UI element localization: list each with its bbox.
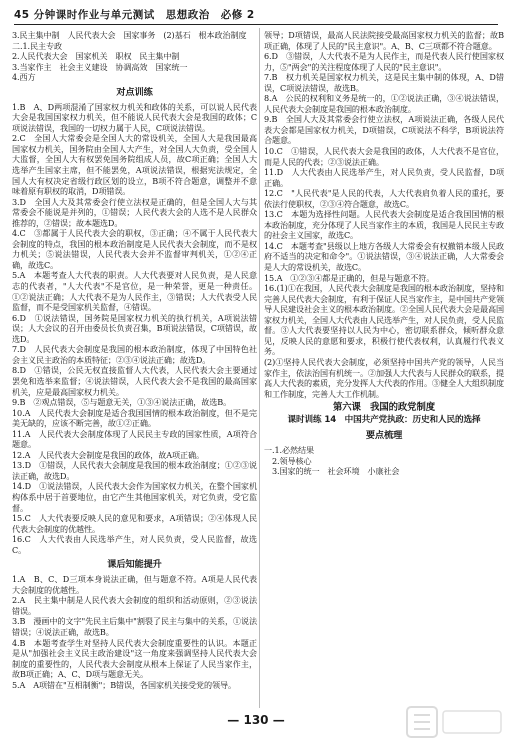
answer-item: 13.C 本题为选择性问题。人民代表大会制度是适合我国国情的根本政治制度，充分体现了人民当家作主的本质，我国是人民民主专政的社会主义国家，故选C。 xyxy=(264,209,504,241)
answer-item: 13.D ①错误，人民代表大会制度是我国的根本政治制度；①②③说法正确，故选D。 xyxy=(12,460,257,481)
answer-item: 4.C ③都属于人民代表大会的职权，③正确；④不属于人民代表大会制度的特点，我国的根本政治制度是人民代表大会制度，而不是权力机关；⑤说法错误，人民代表大会并不监督审判机关，①②④正确，故选C。 xyxy=(12,228,257,270)
outline-line: 2.领导核心 xyxy=(272,455,312,466)
answer-item: 9.B ②观点错误，⑤与题意无关，①③④说法正确，故选B。 xyxy=(12,397,232,408)
column-divider xyxy=(259,28,260,708)
answer-item: 3.D 全国人大及其常委会行使立法权是正确的，但是全国人大与其常委会不能说是并列的，①错误；人民代表大会的人选不是人民群众推荐的，②错误；故本题选D。 xyxy=(12,196,257,228)
answer-item: 8.A 公民的权利和义务是统一的，①②说法正确，③④说法错误，人民代表大会制度是我国的根本政治制度。 xyxy=(264,93,504,114)
outline-line: 一.1.必然结果 xyxy=(264,445,314,456)
answer-item: 6.D ①说法错误，国务院是国家权力机关的执行机关，A项说法错误；人大会议的召开由委员长负责召集，B项说法错误，C项错误，故选D。 xyxy=(12,312,257,344)
intro-line: 二.1.民主专政 xyxy=(12,40,62,51)
left-column xyxy=(12,30,257,705)
answer-item: 14.C 本题考查"县级以上地方各级人大常委会有权撤销本级人民政府不适当的决定和命令"。①说法错误，③④说法正确，人大常委会是人大的常设机关，故选C。 xyxy=(264,240,504,273)
outline-line: 3.国家的统一 社会环境 小康社会 xyxy=(272,466,400,477)
answer-item: 4.B 本题考查学生对坚持人民代表大会制度重要性的认识。本题正是从"加强社会主义民主政治建设"这一角度来强调坚持人民代表大会制度的重要性的，人民代表大会制度从根本上保证了人民当家作主，故B项正确；A、C、D项与题意无关。 xyxy=(12,637,257,680)
answer-item: 8.D ①错误，公民无权直接监督人大代表，人民代表大会主要通过罢免和选举来监督；④说法错误，人民代表大会不是我国的最高国家机关，应是最高国家权力机关。 xyxy=(12,365,257,397)
intro-line: 3.民主集中制 人民代表大会 国家事务 (2)基石 根本政治制度 xyxy=(12,30,247,40)
answer-item: 16.(1)①在我国，人民代表大会制度是我国的根本政治制度，坚持和完善人民代表大会制度，有利于保证人民当家作主，是中国共产党领导人民建设社会主义的根本政治制度。②全国人民代表大会是最高国家权力机关，全国人大代表由人民选举产生，对人民负责，受人民监督。③人大代表要坚持以人民为中心，密切联系群众，倾听群众意见，反映人民的意愿和要求，积极行使代表权利，认真履行代表义务。 xyxy=(264,283,504,357)
answer-item: 2.A 民主集中制是人民代表大会制度的组织和活动原则，②③说法错误。 xyxy=(12,595,257,616)
answer-item: 14.D ①说法错误，人民代表大会作为国家权力机关，在整个国家机构体系中居于首要地位，由它产生其他国家机关，对它负责，受它监督。 xyxy=(12,481,257,513)
section-title-kehou: 课后知能提升 xyxy=(107,559,162,571)
answer-item: (2)①坚持人民代表大会制度，必须坚持中国共产党的领导，人民当家作主，依法治国有机统一。②加强人大代表与人民群众的联系，提高人大代表的素质，充分发挥人大代表的作用。③健全人大组织制度和工作制度，完善人大工作机制。 xyxy=(264,356,504,399)
answer-item: 10.A 人民代表大会制度是适合我国国情的根本政治制度，但不是完美无缺的，应该不断完善，故①②正确。 xyxy=(12,407,257,429)
page-number: — 130 — xyxy=(227,713,285,727)
training-title: 课时训练 14 中国共产党执政：历史和人民的选择 xyxy=(287,415,481,426)
lesson-title: 第六课 我国的政党制度 xyxy=(332,402,436,414)
answer-item: 9.B 全国人大及其常委会行使立法权，A项说法正确，各级人民代表大会都是国家权力机关，D项错误，C项说法不科学，B项说法符合题意。 xyxy=(264,114,504,146)
answer-item: 7.D 人民代表大会制度是我国的根本政治制度，体现了中国特色社会主义民主政治的本质特征；②③④说法正确；故选D。 xyxy=(12,344,257,365)
answer-item: 12.C "人民代表"是人民的代表，人大代表肩负着人民的重托，要依法行使职权，②③④符合题意，故选C。 xyxy=(264,188,504,209)
answer-item: 3.B 漫画中的文字"先民主后集中"割裂了民主与集中的关系，①说法错误；④说法正确，故选B。 xyxy=(12,616,257,637)
intro-line: 3.当家作主 社会主义建设 协调高效 国家统一 xyxy=(12,61,188,72)
intro-line: 4.西方 xyxy=(12,72,36,83)
intro-line: 2.人民代表大会 国家机关 职权 民主集中制 xyxy=(12,51,180,62)
answer-item: 6.D ③错误，人大代表不是为人民作主，而是代表人民行使国家权力，⑤"两会"的关注程度体现了人民的"民主意识"。 xyxy=(264,51,504,72)
answer-item: 15.C 人大代表要反映人民的意见和要求，A项错误；②④体现人民代表大会制度的优越性。 xyxy=(12,513,257,534)
right-column xyxy=(264,30,504,705)
answer-item: 1.A B、C、D三项本身说法正确，但与题意不符。A项是人民代表大会制度的优越性。 xyxy=(12,574,257,595)
answer-item: 7.B 权力机关是国家权力机关，这是民主集中制的体现，A、D错误，C项说法错误，故选B。 xyxy=(264,72,504,93)
section-title-duizhen: 对点训练 xyxy=(116,86,153,98)
answer-item: 10.C ①错误，人民代表大会是我国的政体，人大代表不是官位，而是人民的代表；②③说法正确。 xyxy=(264,146,504,167)
section-title-yaodian: 要点梳理 xyxy=(365,430,403,442)
header-title: 45 分钟课时作业与单元测试 思想政治 必修 2 xyxy=(14,9,255,21)
answer-item: 15.A ①②③④都是正确的，但是与题意不符。 xyxy=(264,272,435,283)
answer-item: 11.D 人大代表由人民选举产生，对人民负责，受人民监督，D项正确。 xyxy=(264,167,504,188)
watermark-logo-icon xyxy=(405,703,505,741)
answer-item: 5.A 本题考查人大代表的职责。人大代表要对人民负责，是人民意志的代表者，"人大代表"不是官位，是一种荣誉，更是一种责任。①②说法正确；人大代表不是为人民作主，③错误；人大代表受人民监督，而不是受国家机关监督，④错误。 xyxy=(12,270,257,313)
answer-item: 2.C 全国人大常委会是全国人大的常设机关，全国人大是我国最高国家权力机关，国务院由全国人大产生，对全国人大负责，受全国人大监督，全国人大有权罢免国务院组成人员，故C项正确；全国人大选举产生国家主席，但不能罢免，A项说法错误，根据宪法规定，全国人大有权决定省级行政区划的设立，B项不符合题意，调整并不意味着原有职权的取消，D项错误。 xyxy=(12,133,257,197)
answer-item: 11.A 人民代表大会制度体现了人民民主专政的国家性质，A项符合题意。 xyxy=(12,428,257,450)
answer-item: 5.A A项错在"互相制衡"；B错误，各国家机关接受党的领导。 xyxy=(12,679,236,690)
page-header xyxy=(14,6,498,25)
answer-item: 16.C 人大代表由人民选举产生，对人民负责，受人民监督，故选C。 xyxy=(12,534,257,555)
answer-item: 12.A 人民代表大会制度是我国的政体，故A项正确。 xyxy=(12,449,204,460)
answer-item: 领导；D项错误，最高人民法院接受最高国家权力机关的监督；故B项正确，体现了人民的"民主意识"。A、B、C三项都不符合题意。 xyxy=(264,30,504,51)
answer-item: 1.B A、D两项混淆了国家权力机关和政体的关系，可以说人民代表大会是我国国家权力机关，但不能说人民代表大会是我国的政体；C项说法错误，我国的一切权力属于人民，C项说法错误。 xyxy=(12,101,257,133)
